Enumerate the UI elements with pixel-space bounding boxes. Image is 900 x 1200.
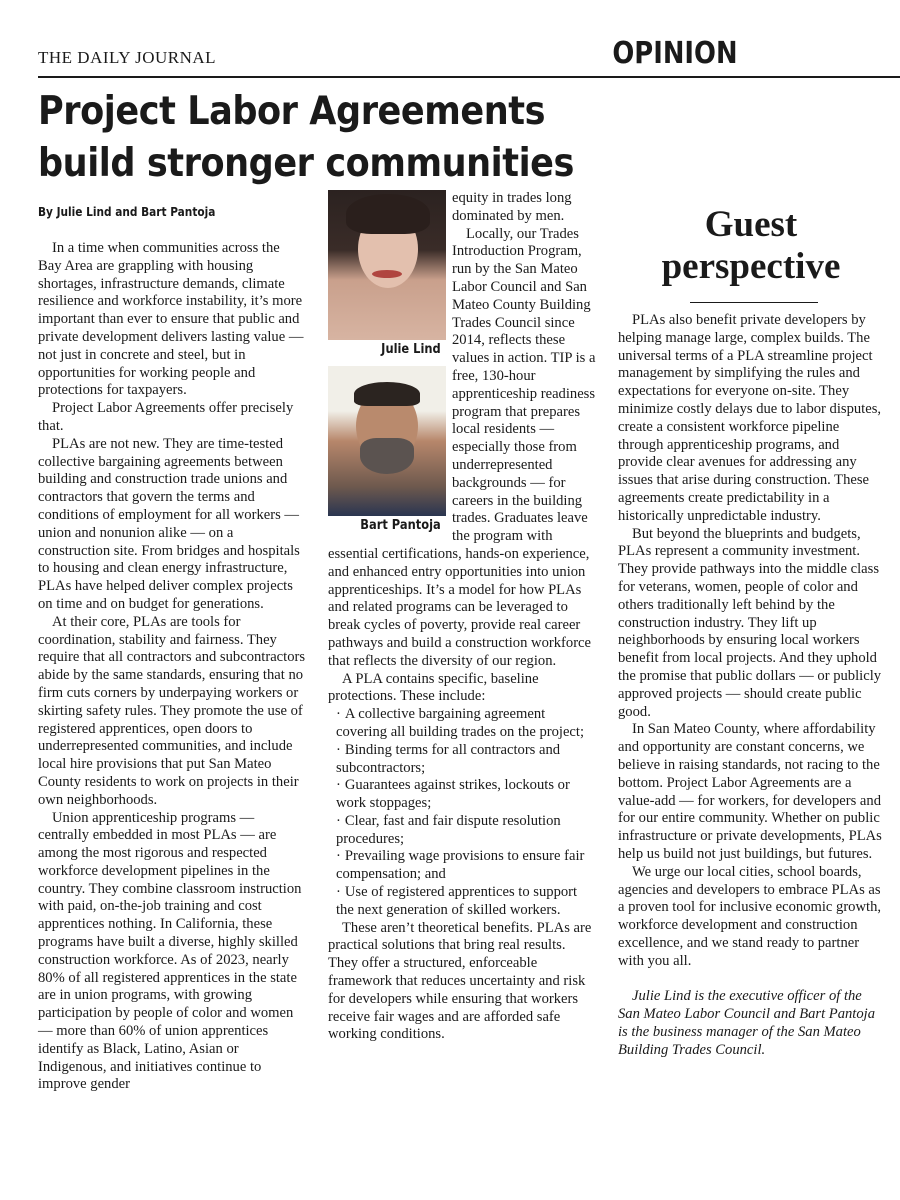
paragraph: Project Labor Agreements offer precisely that. bbox=[38, 400, 294, 434]
paragraph: We urge our local cities, school boards, agencies and developers to embrace PLAs as a proven tool for inclusive economic growth, workforce development and construction excellence, and we stand ready to partner with you all. bbox=[618, 863, 882, 969]
paragraph: PLAs also benefit private developers by helping manage large, complex builds. The universal terms of a PLA streamline project management by simplifying the rules and expectations for everyone on-site. They minimize costly delays due to labor disputes, create a consistent workforce pipeline through apprenticeship programs, and provide clear avenues for addressing any issues that arise during construction. These agreements create predictability in a historically unpredictable industry. bbox=[618, 312, 882, 524]
list-item: · Use of registered apprentices to support the next generation of skilled workers. bbox=[336, 884, 578, 918]
list-item: · A collective bargaining agreement covering all building trades on the project; bbox=[336, 706, 585, 740]
list-item: · Prevailing wage provisions to ensure fair compensation; and bbox=[336, 848, 585, 883]
divider bbox=[690, 302, 818, 303]
paragraph: PLAs are not new. They are time-tested collective bargaining agreements between building and construction trade unions and contractors that govern the terms and conditions of employment for all workers — union and nonunion alike — on a construction site. From bridges and hospitals to housing and clean energy infrastructure, PLAs have helped deliver complex projects on time and on budget for generations. bbox=[38, 435, 300, 612]
headline-line-2: build stronger communities bbox=[38, 141, 574, 186]
section-label: OPINION bbox=[612, 36, 738, 71]
paragraph: But beyond the blueprints and budgets, PLAs represent a community investment. They provide pathways into the middle class for veterans, women, people of color and others traditionally left behind by the construction industry. They lift up neighborhoods by ensuring local workers benefit from local projects. And they uphold the promise that public dollars — or publicly approved projects — should create public good. bbox=[618, 525, 882, 720]
paragraph: equity in trades long dominated by men. bbox=[452, 190, 572, 224]
publication-name: THE DAILY JOURNAL bbox=[38, 48, 217, 67]
author-photo-julie bbox=[328, 190, 446, 542]
list-item: · Guarantees against strikes, lockouts or work stoppages; bbox=[336, 777, 570, 812]
article-column-1 bbox=[38, 240, 306, 1094]
portrait-image bbox=[328, 190, 446, 340]
paragraph: Union apprenticeship programs — centrally embedded in most PLAs — are among the most rigorous and respected workforce development pipelines in the country. They combine classroom instruction with paid, on-the-job training and cost apprentices nothing. In California, these programs have built a diverse, highly skilled construction workforce. As of 2023, nearly 80% of all registered apprentices in the state are in union programs, with growing participation by people of color and women — more than 60% of union apprentices identify as Black, Latino, Asian or Indigenous, and initiatives continue to improve gender bbox=[38, 809, 302, 1093]
masthead bbox=[38, 36, 900, 78]
paragraph: At their core, PLAs are tools for coordination, stability and fairness. They require that all contractors and subcontractors abide by the same standards, ensuring that no firm cuts corners by underpaying workers or skirting safety rules. They promote the use of registered apprentices, open doors to underrepresented communities, and include local hire provisions that put San Mateo County residents to work on projects in their own neighborhoods. bbox=[38, 613, 306, 808]
paragraph: In San Mateo County, where affordability and opportunity are constant concerns, we believe in raising standards, not racing to the bottom. Project Labor Agreements are a value-add — for workers, for developers and for our entire community. Whether on public infrastructure or private developments, PLAs help us build not just buildings, but futures. bbox=[618, 721, 882, 862]
portrait-image bbox=[328, 366, 446, 516]
paragraph: A PLA contains specific, baseline protections. These include: bbox=[328, 670, 539, 705]
article-column-3 bbox=[618, 312, 884, 1060]
list-item: · Binding terms for all contractors and subcontractors; bbox=[336, 741, 561, 776]
byline: By Julie Lind and Bart Pantoja bbox=[38, 205, 216, 219]
headline bbox=[38, 86, 578, 190]
author-bio: Julie Lind is the executive officer of the San Mateo Labor Council and Bart Pantoja is the business manager of the San Mateo Building Trades Council. bbox=[618, 988, 876, 1058]
paragraph: These aren’t theoretical benefits. PLAs are practical solutions that bring real results. They offer a structured, enforceable framework that reduces uncertainty and risk for developers while ensuring that workers receive fair wages and are afforded safe working conditions. bbox=[328, 919, 592, 1043]
guest-perspective-title: Guest perspective bbox=[661, 204, 841, 287]
paragraph: In a time when communities across the Bay Area are grappling with housing shortages, infrastructure demands, climate resilience and workforce instability, it’s more important than ever to ensure that public and private development delivers lasting value — not just in concrete and steel, but in opportunities for working people and protections for taxpayers. bbox=[38, 240, 304, 399]
paragraph: Locally, our Trades Introduction Program, run by the San Mateo Labor Council and San Mateo County Building Trades Council since 2014, reflects these values in action. TIP is a free, 130-hour apprenticeship readiness program that prepares local residents — especially those from underrepresented backgrounds — for careers in the building trades. Graduates leave the program with essential certifications, hands-on experience, and enhanced entry opportunities into union apprenticeships. It’s a model for how PLAs and related programs can be leveraged to break cycles of poverty, provide real career pathways and build a construction workforce that reflects the diversity of our region. bbox=[328, 225, 596, 669]
headline-line-1: Project Labor Agreements bbox=[38, 89, 546, 134]
photo-caption: Bart Pantoja bbox=[360, 518, 441, 533]
article-column-2 bbox=[328, 190, 598, 1044]
photo-caption: Julie Lind bbox=[381, 342, 441, 357]
list-item: · Clear, fast and fair dispute resolution procedures; bbox=[336, 812, 561, 847]
